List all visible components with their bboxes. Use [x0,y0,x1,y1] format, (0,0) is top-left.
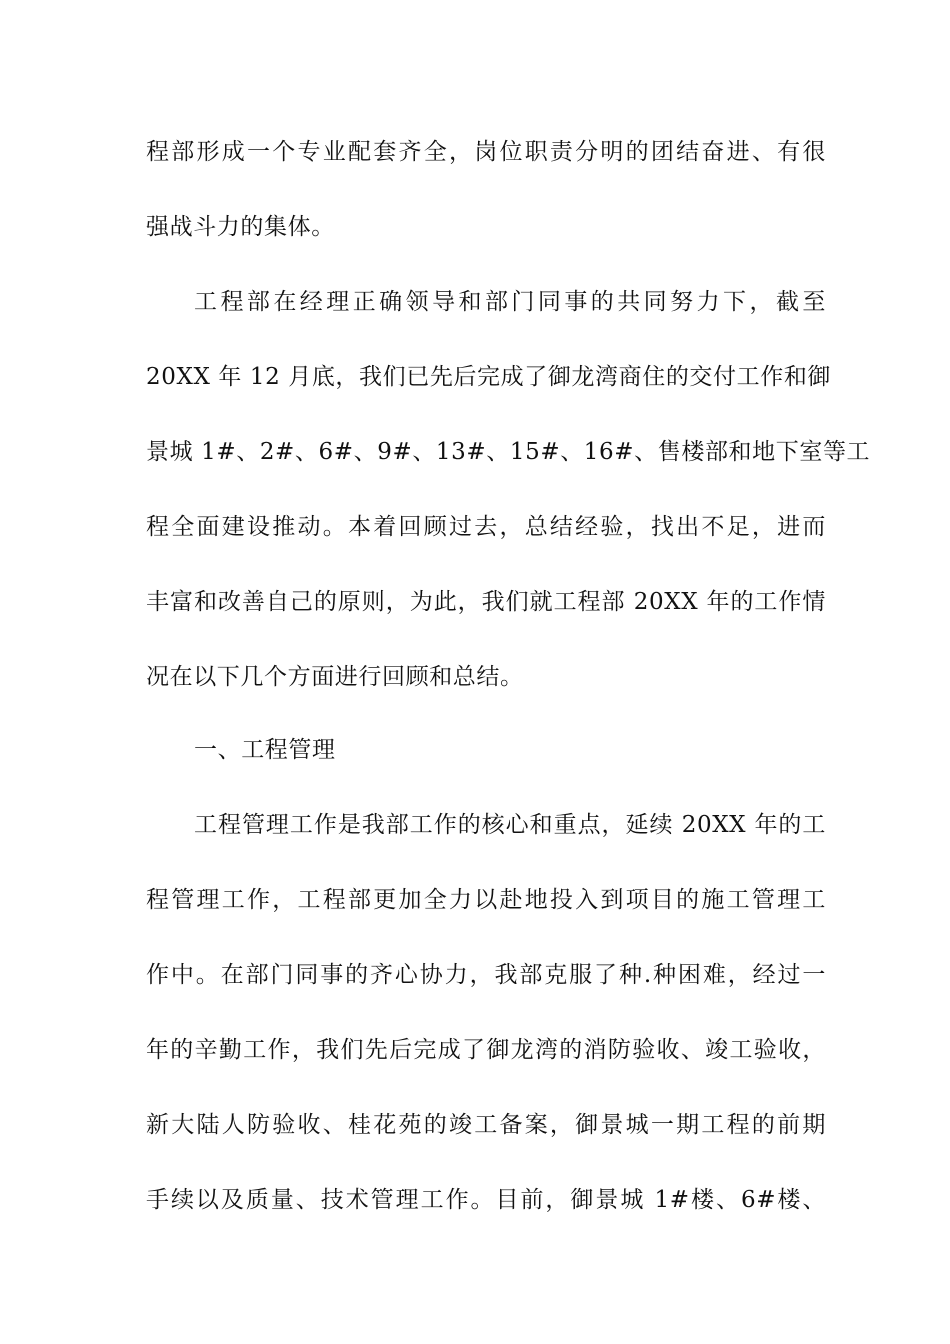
paragraph-line: 工程管理工作是我部工作的核心和重点，延续 20XX 年的工 [194,812,826,838]
paragraph-line: 年的辛勤工作，我们先后完成了御龙湾的消防验收、竣工验收， [146,1037,826,1063]
paragraph-line: 20XX 年 12 月底，我们已先后完成了御龙湾商住的交付工作和御 [146,364,832,390]
paragraph-line: 作中。在部门同事的齐心协力，我部克服了种.种困难，经过一 [146,962,826,988]
paragraph-line: 工程部在经理正确领导和部门同事的共同努力下，截至 [194,289,826,315]
paragraph-line: 景城 1#、2#、6#、9#、13#、15#、16#、售楼部和地下室等工 [146,439,871,465]
paragraph-line: 新大陆人防验收、桂花苑的竣工备案，御景城一期工程的前期 [146,1112,826,1138]
paragraph-line: 程全面建设推动。本着回顾过去，总结经验，找出不足，进而 [146,514,826,540]
paragraph-line: 强战斗力的集体。 [146,214,335,240]
paragraph-line: 丰富和改善自己的原则，为此，我们就工程部 20XX 年的工作情 [146,589,826,615]
paragraph-line: 手续以及质量、技术管理工作。目前，御景城 1#楼、6#楼、 [146,1187,826,1213]
paragraph-line: 况在以下几个方面进行回顾和总结。 [146,664,524,690]
paragraph-line: 程管理工作，工程部更加全力以赴地投入到项目的施工管理工 [146,887,826,913]
section-heading: 一、工程管理 [194,737,336,763]
paragraph-line: 程部形成一个专业配套齐全，岗位职责分明的团结奋进、有很 [146,139,826,165]
